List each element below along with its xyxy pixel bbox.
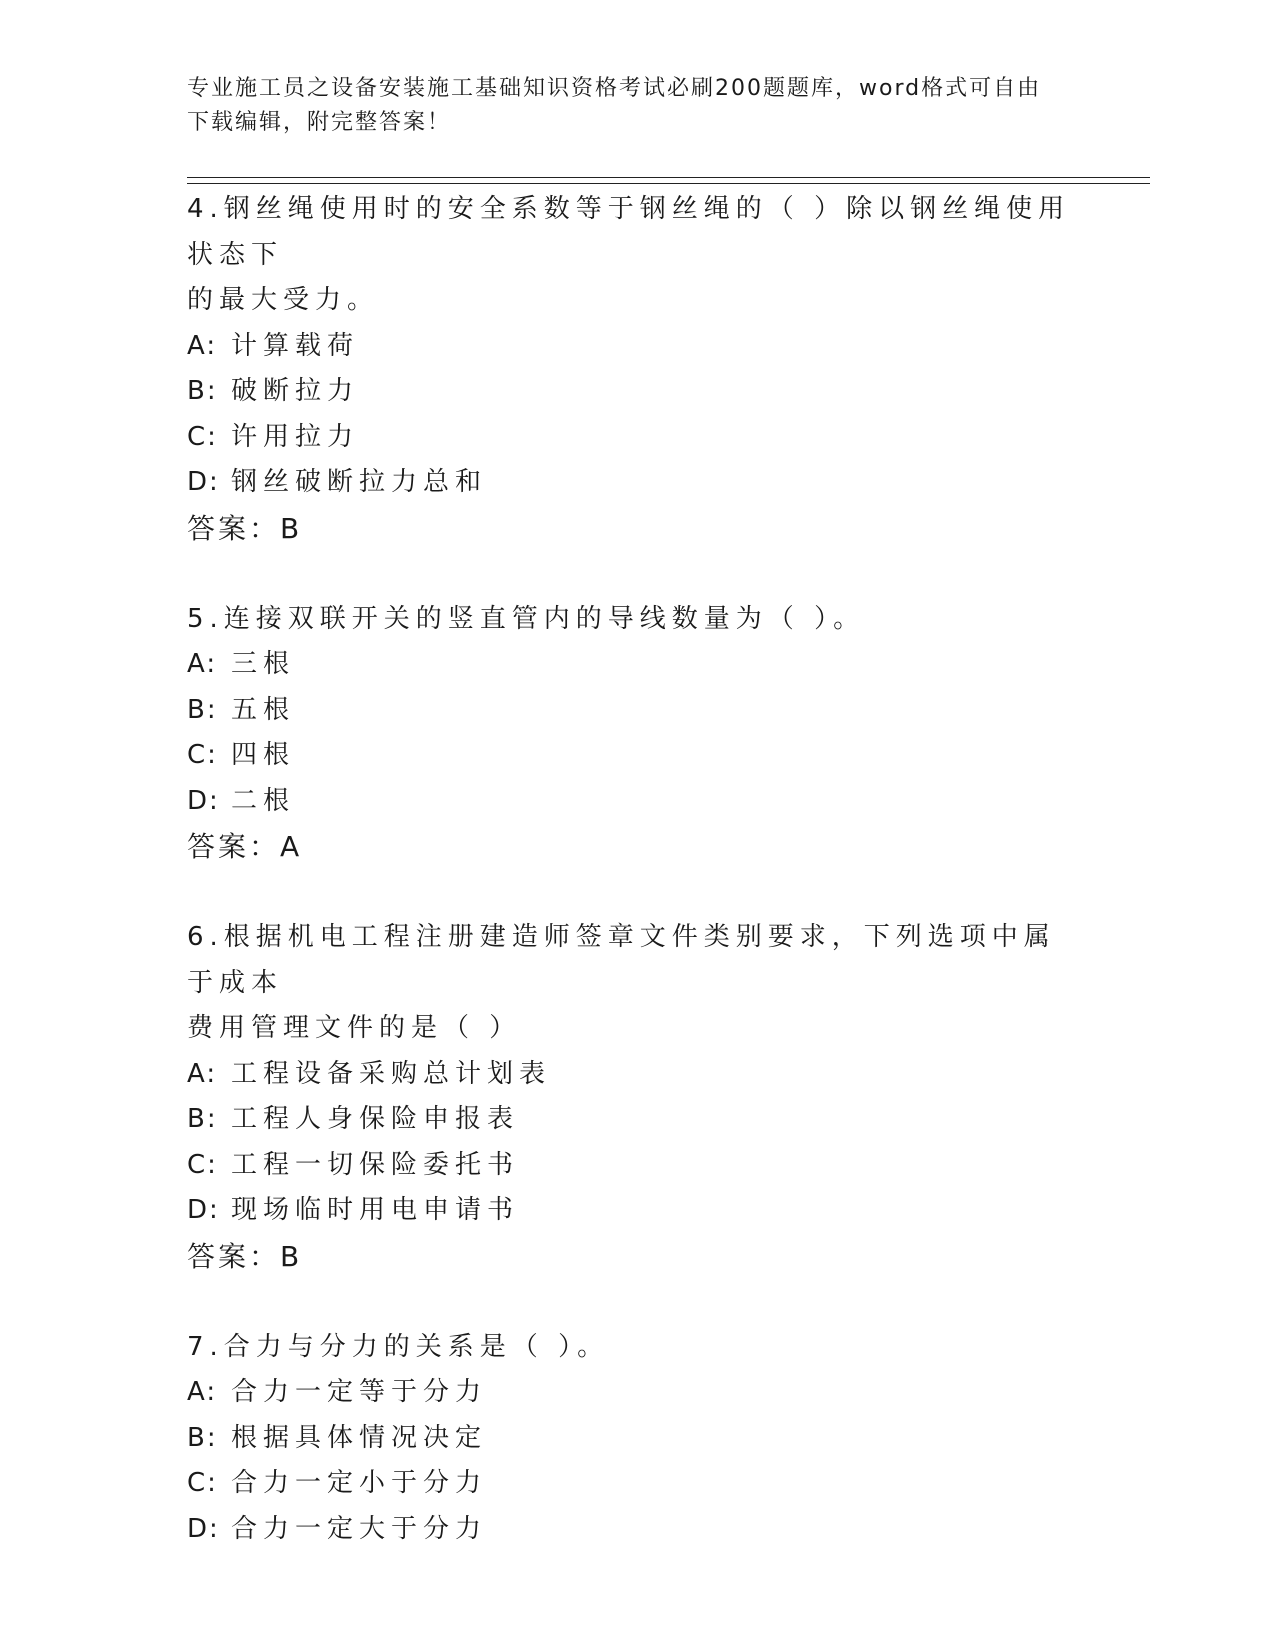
option-key: D:: [187, 1513, 220, 1544]
option-text: 现场临时用电申请书: [231, 1195, 520, 1225]
header-divider-bottom: [187, 183, 1150, 184]
question-6-option-c: [187, 1143, 1087, 1189]
question-5-option-c: [187, 733, 1087, 779]
question-6-text-line-2: 费用管理文件的是（ ）: [187, 1013, 522, 1043]
question-7: [187, 1325, 1087, 1553]
header-line-2: 下载编辑，附完整答案！: [187, 110, 452, 135]
option-key: A:: [187, 1058, 218, 1089]
option-text: 工程人身保险申报表: [231, 1104, 520, 1134]
option-text: 三根: [231, 649, 296, 679]
option-text: 计算载荷: [231, 330, 360, 361]
question-4-answer: 答案：B: [187, 511, 303, 545]
option-text: 合力一定小于分力: [231, 1468, 488, 1498]
option-text: 工程设备采购总计划表: [231, 1058, 552, 1089]
question-4-option-a: [187, 324, 1087, 370]
question-4-option-c: [187, 415, 1087, 461]
option-key: D:: [187, 1195, 220, 1225]
option-text: 根据具体情况决定: [231, 1422, 488, 1453]
question-7-option-d: [187, 1507, 1087, 1553]
option-text: 二根: [231, 785, 296, 816]
option-text: 四根: [231, 740, 296, 770]
question-4-text-line-1: 4.钢丝绳使用时的安全系数等于钢丝绳的（ ）除以钢丝绳使用状态下: [187, 194, 1071, 270]
option-text: 五根: [231, 694, 296, 725]
question-4-text-line-2: 的最大受力。: [187, 285, 380, 315]
document-header: [187, 72, 1087, 140]
option-key: B:: [187, 1422, 218, 1453]
question-5-option-d: [187, 779, 1087, 825]
question-spacer: [187, 551, 1087, 597]
header-line-1: 专业施工员之设备安装施工基础知识资格考试必刷200题题库，word格式可自由: [187, 76, 1042, 101]
question-6-option-b: [187, 1097, 1087, 1143]
option-key: A:: [187, 1377, 218, 1407]
option-key: C:: [187, 1468, 218, 1498]
option-key: A:: [187, 330, 218, 361]
question-6: [187, 915, 1087, 1279]
question-6-option-d: [187, 1188, 1087, 1234]
option-text: 合力一定大于分力: [231, 1513, 488, 1544]
option-key: C:: [187, 421, 218, 452]
question-5-option-b: [187, 688, 1087, 734]
question-6-option-a: [187, 1052, 1087, 1098]
question-5: [187, 597, 1087, 870]
question-7-option-b: [187, 1416, 1087, 1462]
header-divider-top: [187, 177, 1150, 178]
option-text: 合力一定等于分力: [231, 1377, 488, 1407]
option-key: B:: [187, 1104, 218, 1134]
question-5-option-a: [187, 642, 1087, 688]
option-key: C:: [187, 1149, 218, 1180]
question-7-option-a: [187, 1370, 1087, 1416]
question-6-answer: 答案：B: [187, 1239, 303, 1273]
question-4-option-b: [187, 369, 1087, 415]
question-spacer: [187, 870, 1087, 916]
option-key: B:: [187, 694, 218, 725]
option-text: 破断拉力: [231, 376, 360, 406]
option-text: 钢丝破断拉力总和: [231, 467, 488, 497]
question-4-option-d: [187, 460, 1087, 506]
question-7-option-c: [187, 1461, 1087, 1507]
question-6-text-line-1: 6.根据机电工程注册建造师签章文件类别要求，下列选项中属于成本: [187, 922, 1056, 998]
option-key: C:: [187, 740, 218, 770]
question-spacer: [187, 1279, 1087, 1325]
option-text: 工程一切保险委托书: [231, 1149, 520, 1180]
question-list: [187, 187, 1087, 1552]
option-key: B:: [187, 376, 218, 406]
option-key: D:: [187, 467, 220, 497]
option-key: A:: [187, 649, 218, 679]
question-5-answer: 答案：A: [187, 830, 303, 863]
question-7-text-line-1: 7.合力与分力的关系是（ ）。: [187, 1331, 610, 1362]
option-key: D:: [187, 785, 220, 816]
option-text: 许用拉力: [231, 421, 360, 452]
question-4: [187, 187, 1087, 551]
question-5-text-line-1: 5.连接双联开关的竖直管内的导线数量为（ ）。: [187, 603, 866, 634]
